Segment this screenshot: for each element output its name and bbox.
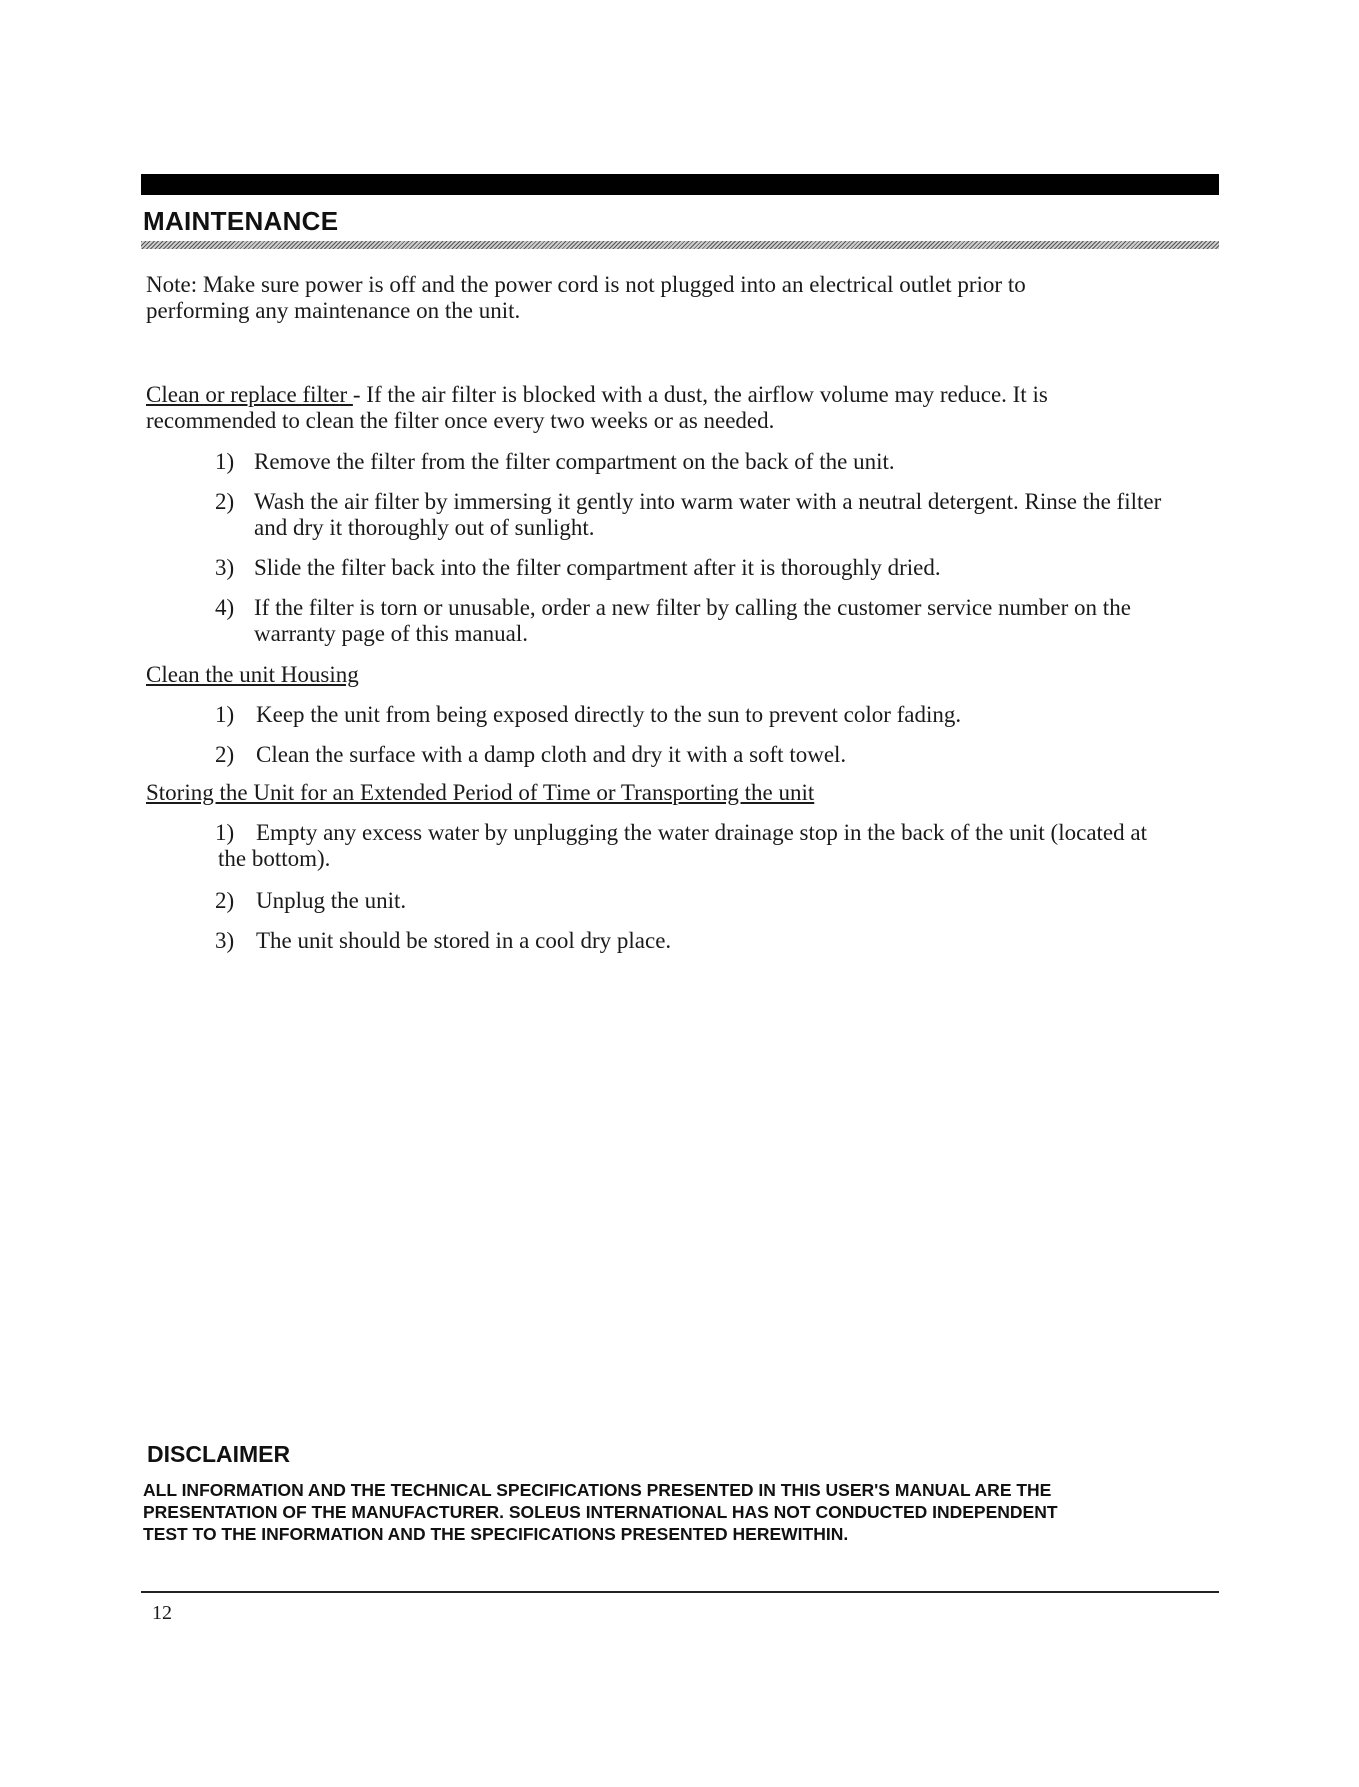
disclaimer-title: DISCLAIMER [147,1441,291,1467]
storing-heading: Storing the Unit for an Extended Period of Time or Transporting the unit [146,780,815,805]
filter-heading: Clean or replace filter [146,382,353,407]
disclaimer-body [143,1479,1223,1545]
note-line-1: Note: Make sure power is off and the power cord is not plugged into an electrical outlet prior to [146,272,1026,297]
filter-step-number: 4) [215,595,235,620]
storing-step-text-cont: the bottom). [218,846,331,871]
footer-rule [141,1591,1219,1593]
housing-step-text: Clean the surface with a damp cloth and dry it with a soft towel. [256,742,847,767]
storing-step-text: Unplug the unit. [256,888,407,913]
housing-step-text: Keep the unit from being exposed directly to the sun to prevent color fading. [256,702,962,727]
filter-step-text: Remove the filter from the filter compartment on the back of the unit. [254,449,895,474]
storing-step-number: 1) [215,820,235,845]
filter-intro-text: - If the air filter is blocked with a dust, the airflow volume may reduce. It is [352,382,1048,407]
filter-step-text: Slide the filter back into the filter compartment after it is thoroughly dried. [254,555,941,580]
housing-step-number: 1) [215,702,235,727]
housing-step-number: 2) [215,742,235,767]
storing-step-number: 3) [215,928,235,953]
note-line-2: performing any maintenance on the unit. [146,298,521,323]
page-number: 12 [152,1602,172,1624]
filter-intro-line-1 [146,382,1048,408]
filter-step-text: Wash the air filter by immersing it gently into warm water with a neutral detergent. Rinse the filter [254,489,1162,514]
section-title: MAINTENANCE [143,206,339,236]
storing-step-number: 2) [215,888,235,913]
title-underline-pattern [141,241,1219,249]
filter-step-number: 3) [215,555,235,580]
filter-step-text-cont: warranty page of this manual. [254,621,528,646]
storing-step-text: The unit should be stored in a cool dry place. [256,928,672,953]
header-bar [141,174,1219,195]
storing-step-text: Empty any excess water by unplugging the water drainage stop in the back of the unit (located at [256,820,1147,845]
filter-step-text-cont: and dry it thoroughly out of sunlight. [254,515,595,540]
housing-heading: Clean the unit Housing [146,662,359,687]
disclaimer-line: PRESENTATION OF THE MANUFACTURER. SOLEUS INTERNATIONAL HAS NOT CONDUCTED INDEPENDENT [143,1502,1058,1522]
filter-step-number: 2) [215,489,235,514]
filter-step-number: 1) [215,449,235,474]
disclaimer-line: ALL INFORMATION AND THE TECHNICAL SPECIFICATIONS PRESENTED IN THIS USER'S MANUAL ARE THE [143,1480,1052,1500]
filter-intro-line-2: recommended to clean the filter once every two weeks or as needed. [146,408,775,433]
disclaimer-line: TEST TO THE INFORMATION AND THE SPECIFICATIONS PRESENTED HEREWITHIN. [143,1524,849,1544]
filter-step-text: If the filter is torn or unusable, order a new filter by calling the customer service number on the [254,595,1131,620]
